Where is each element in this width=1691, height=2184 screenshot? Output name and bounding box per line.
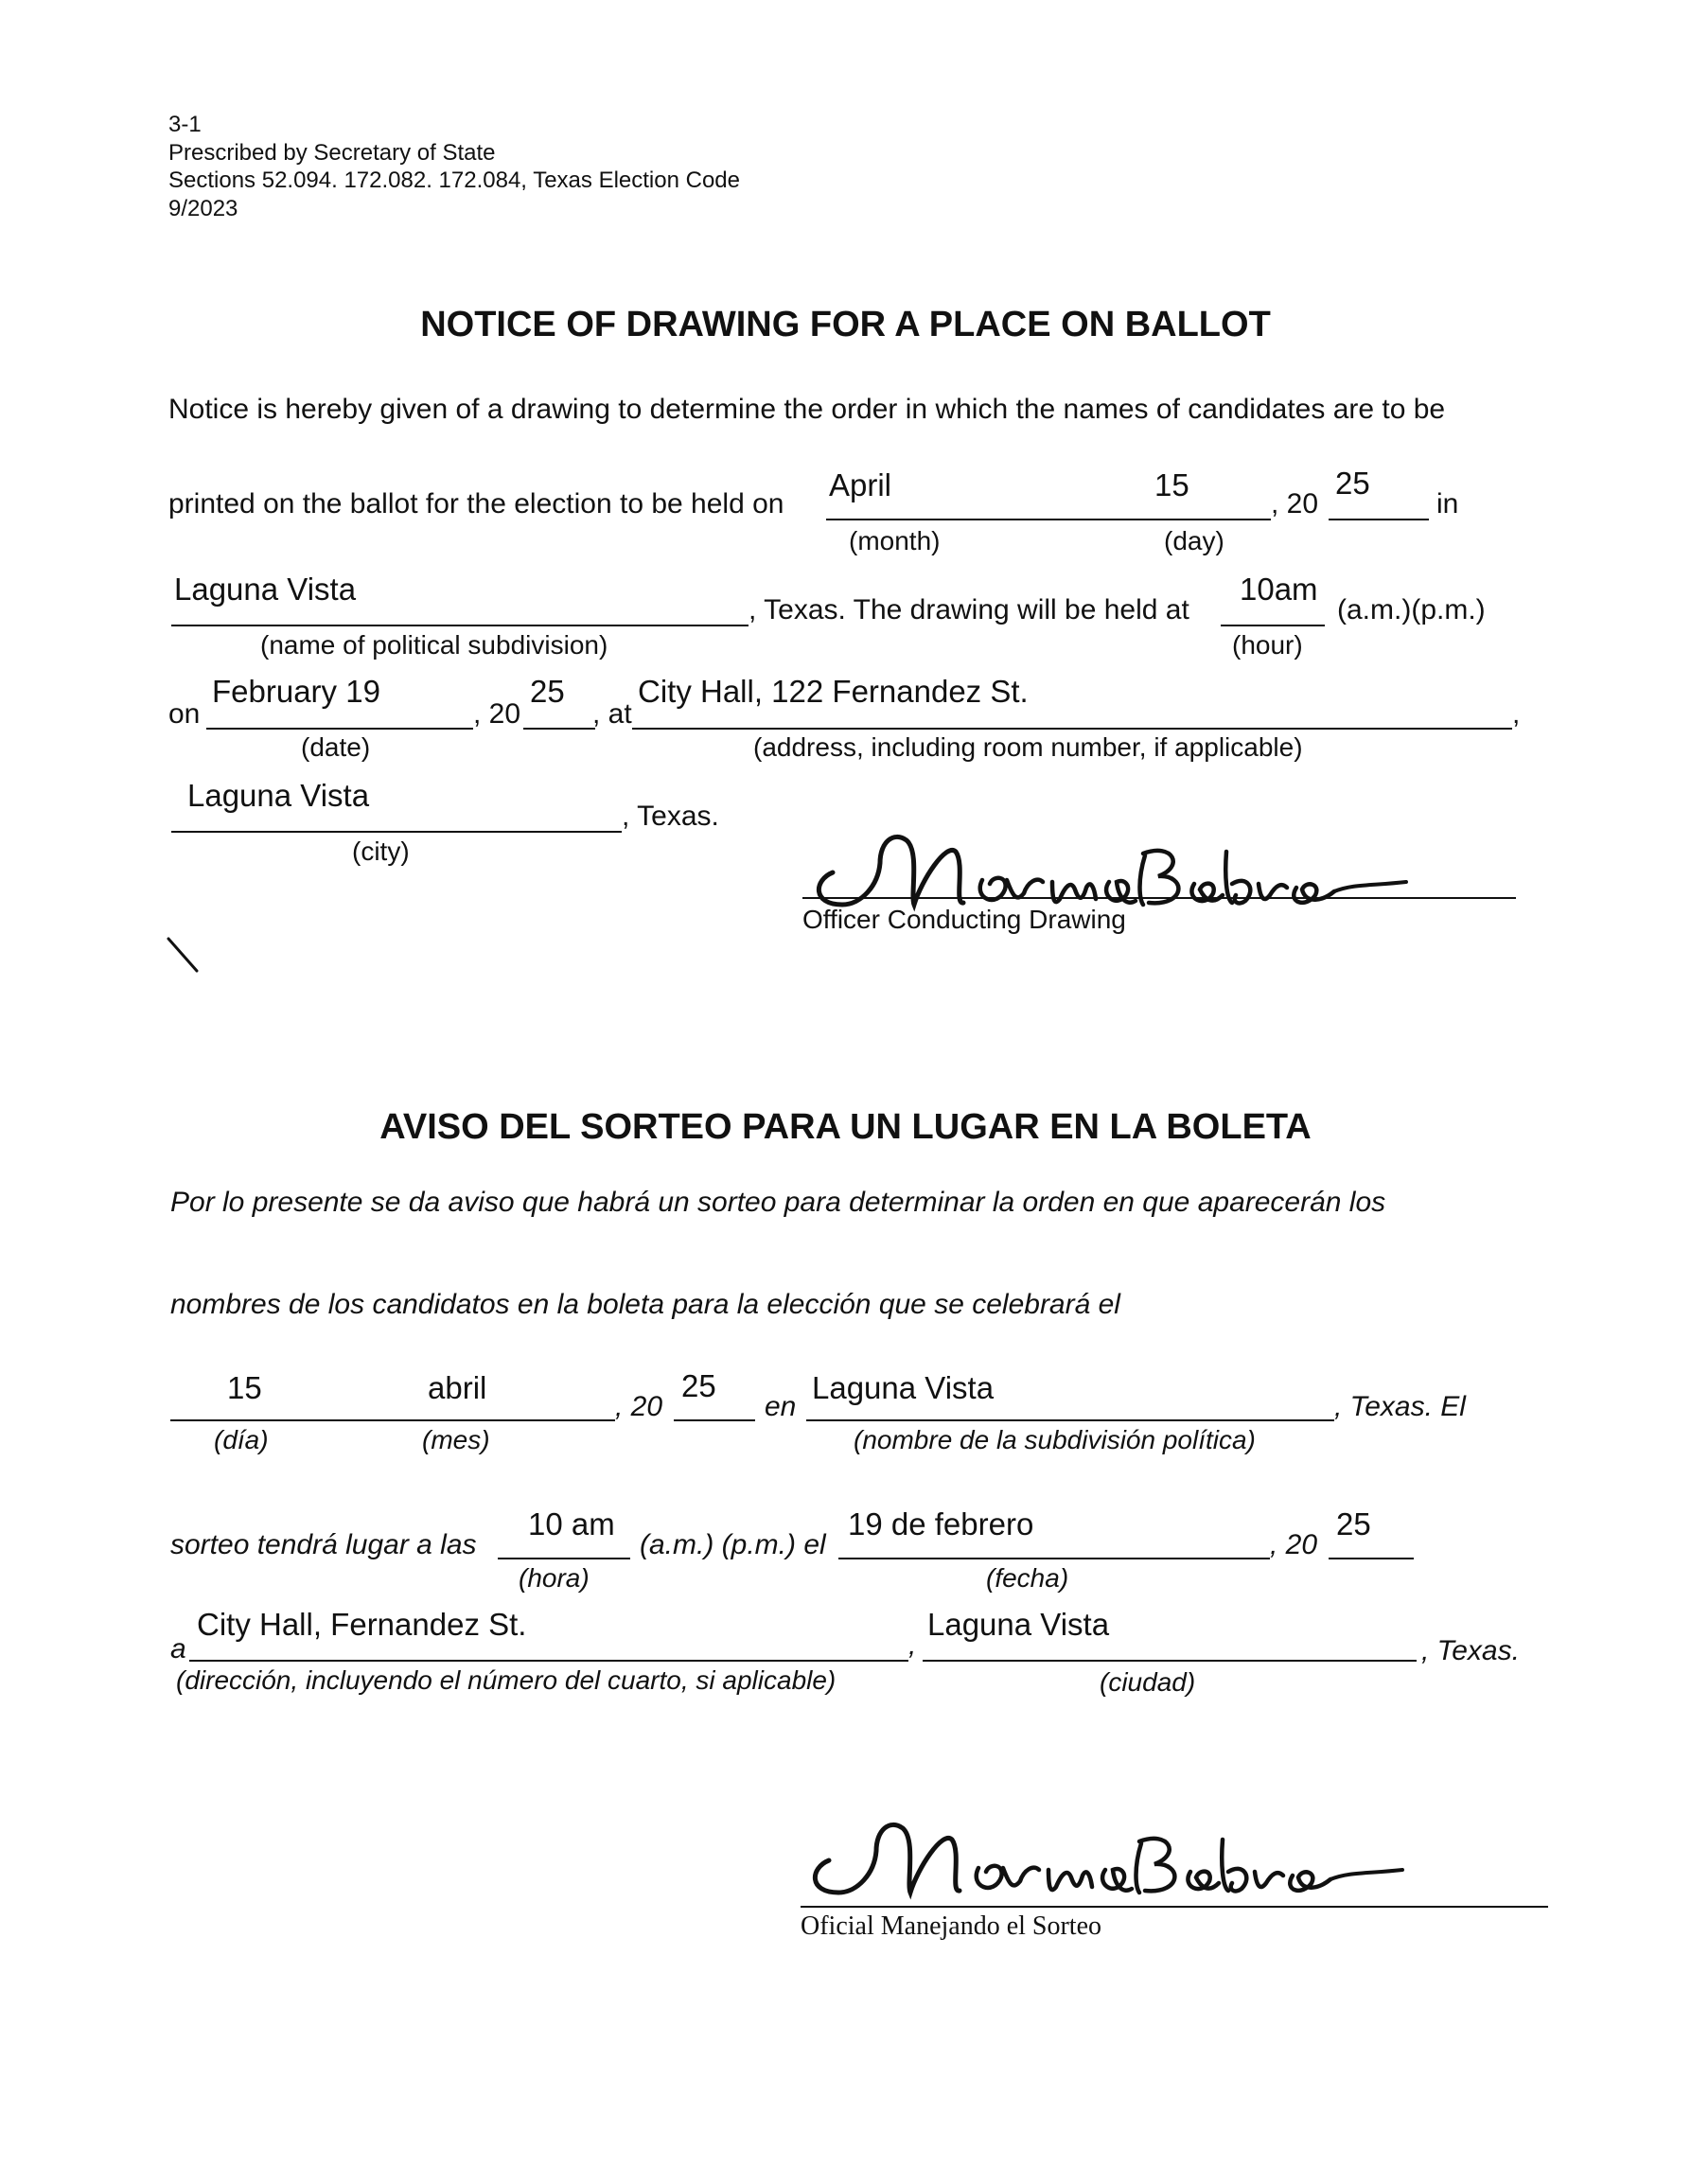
direccion-comma: , (908, 1629, 917, 1661)
caption-hour: (hour) (1232, 630, 1303, 660)
caption-date: (date) (301, 732, 371, 762)
texas-end: , Texas. (622, 801, 719, 832)
en-word: en (765, 1391, 797, 1422)
drawing-year-line (523, 728, 595, 730)
oficial-signature-line (801, 1906, 1548, 1908)
city-line (171, 831, 622, 833)
caption-subdivision: (name of political subdivision) (260, 630, 608, 660)
election-year-line (1329, 519, 1429, 520)
sorteo-text: sorteo tendrá lugar a las (170, 1529, 477, 1560)
ciudad-value: Laguna Vista (927, 1607, 1110, 1642)
spanish-texas-end: , Texas. (1421, 1635, 1520, 1666)
direccion-line (189, 1660, 908, 1662)
english-title: NOTICE OF DRAWING FOR A PLACE ON BALLOT (420, 305, 1271, 344)
texas-el: , Texas. El (1334, 1391, 1466, 1422)
city-value: Laguna Vista (187, 778, 370, 813)
code-sections: Sections 52.094. 172.082. 172.084, Texas Election Code (168, 167, 740, 193)
drawing-year-value: 25 (530, 674, 565, 709)
address-comma: , (1512, 698, 1521, 730)
election-year-prefix: , 20 (1271, 488, 1319, 520)
form-date: 9/2023 (168, 196, 238, 221)
oficial-label: Oficial Manejando el Sorteo (801, 1911, 1102, 1941)
spanish-intro-1: Por lo presente se da aviso que habrá un sorteo para determinar la orden en que aparecerán los (170, 1187, 1386, 1218)
stray-pen-mark (165, 935, 203, 977)
prescribed-by: Prescribed by Secretary of State (168, 140, 496, 166)
caption-address: (address, including room number, if applicable) (753, 732, 1303, 762)
spanish-subdivision-line (806, 1419, 1334, 1421)
hour-value: 10am (1240, 572, 1318, 607)
caption-mes: (mes) (422, 1425, 490, 1454)
drawing-year-prefix: , 20 (473, 698, 521, 730)
officer-signature-line (802, 897, 1516, 899)
mes-value: abril (428, 1370, 487, 1405)
spanish-intro-2: nombres de los candidatos en la boleta para la elección que se celebrará el (170, 1289, 1120, 1320)
at-word: , at (592, 698, 632, 730)
drawing-date-value: February 19 (212, 674, 380, 709)
fecha-value: 19 de febrero (848, 1506, 1034, 1541)
spanish-title: AVISO DEL SORTEO PARA UN LUGAR EN LA BOLETA (379, 1107, 1312, 1147)
spanish-year-value-2: 25 (1336, 1506, 1371, 1541)
spanish-year-value: 25 (681, 1368, 716, 1403)
spanish-subdivision-value: Laguna Vista (812, 1370, 995, 1405)
caption-ciudad: (ciudad) (1100, 1667, 1196, 1697)
spanish-year-line-2 (1329, 1558, 1414, 1559)
address-value: City Hall, 122 Fernandez St. (638, 674, 1029, 709)
election-day-value: 15 (1154, 467, 1189, 502)
ampm-el-text: (a.m.) (p.m.) el (640, 1529, 826, 1560)
in-word: in (1436, 488, 1459, 520)
caption-dia: (día) (214, 1425, 269, 1454)
election-year-value: 25 (1335, 466, 1370, 501)
on-word: on (168, 698, 201, 730)
hora-line (498, 1558, 630, 1559)
caption-spanish-subdivision: (nombre de la subdivisión política) (854, 1425, 1256, 1454)
dia-mes-line (170, 1419, 615, 1421)
direccion-value: City Hall, Fernandez St. (197, 1607, 527, 1642)
caption-hora: (hora) (519, 1563, 590, 1593)
texas-drawing-text: , Texas. The drawing will be held at (749, 594, 1189, 625)
caption-direccion: (dirección, incluyendo el número del cuarto, si aplicable) (176, 1665, 837, 1695)
form-number: 3-1 (168, 112, 202, 137)
english-intro: Notice is hereby given of a drawing to determine the order in which the names of candidates are to be (168, 394, 1446, 425)
caption-city: (city) (352, 837, 410, 866)
election-month-value: April (829, 467, 892, 502)
officer-label: Officer Conducting Drawing (802, 905, 1126, 934)
spanish-year-prefix: , 20 (615, 1391, 663, 1422)
caption-month: (month) (849, 526, 941, 555)
election-line-text: printed on the ballot for the election to be held on (168, 488, 784, 520)
spanish-year-line (674, 1419, 755, 1421)
ampm-text: (a.m.)(p.m.) (1337, 594, 1486, 625)
drawing-date-line (206, 728, 473, 730)
hour-line (1221, 625, 1325, 626)
subdivision-line (171, 625, 749, 626)
caption-fecha: (fecha) (986, 1563, 1069, 1593)
caption-day: (day) (1164, 526, 1224, 555)
dia-value: 15 (227, 1370, 262, 1405)
fecha-line (838, 1558, 1270, 1559)
election-date-line (826, 519, 1271, 520)
spanish-year-prefix-2: , 20 (1270, 1529, 1318, 1560)
subdivision-value: Laguna Vista (174, 572, 357, 607)
a-word: a (170, 1633, 186, 1664)
ciudad-line (923, 1660, 1417, 1662)
hora-value: 10 am (528, 1506, 615, 1541)
address-line (632, 728, 1512, 730)
